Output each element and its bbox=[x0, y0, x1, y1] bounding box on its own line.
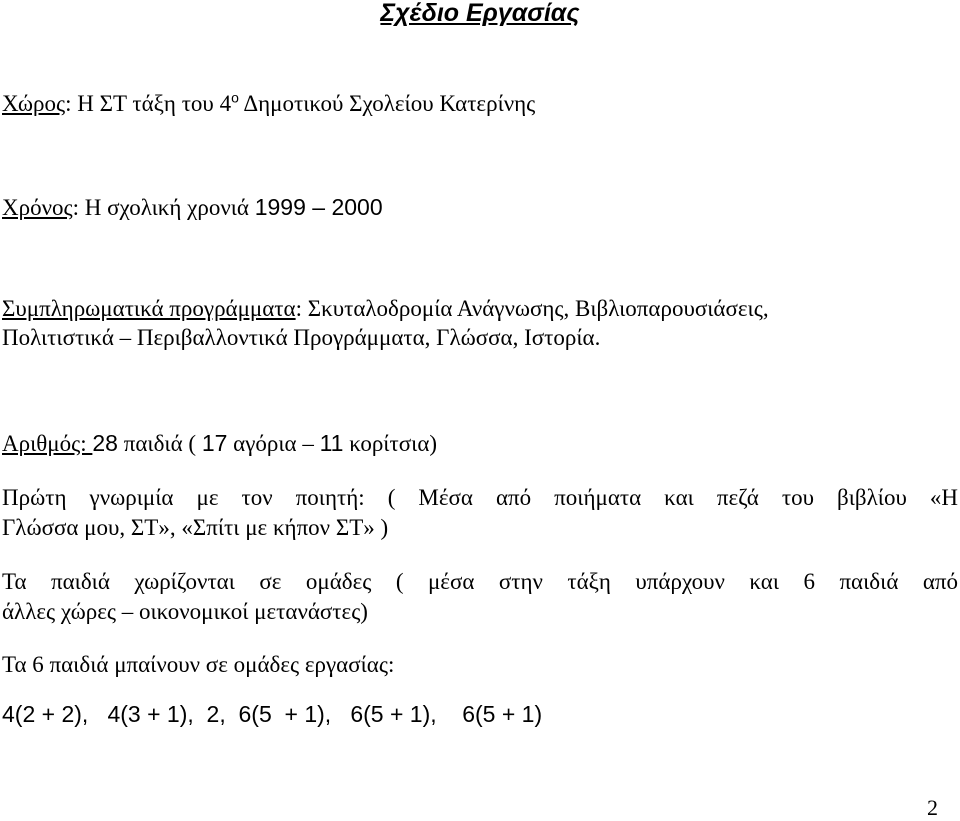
boys-count: 17 bbox=[201, 430, 228, 456]
place-line bbox=[2, 89, 536, 116]
work-groups-line: Τα 6 παιδιά μπαίνουν σε ομάδες εργασίας: bbox=[2, 652, 395, 677]
count-text-2: αγόρια – bbox=[227, 431, 320, 456]
count-line bbox=[2, 432, 437, 455]
ordinal-superscript: ο bbox=[231, 89, 239, 106]
programs-text: : Σκυταλοδρομία Ανάγνωσης, Βιβλιοπαρουσιάσεις, bbox=[295, 296, 769, 321]
place-school: Δημοτικού Σχολείου Κατερίνης bbox=[238, 91, 536, 116]
page-number: 2 bbox=[927, 795, 938, 820]
group-formula: 4(2 + 2), 4(3 + 1), 2, 6(5 + 1), 6(5 + 1), 6(5 + 1) bbox=[2, 701, 543, 727]
place-label: Χώρος bbox=[2, 91, 66, 116]
time-line bbox=[2, 196, 383, 219]
count-text-1: παιδιά ( bbox=[117, 431, 202, 456]
programs-line-2: Πολιτιστικά – Περιβαλλοντικά Προγράμματα, Γλώσσα, Ιστορία. bbox=[2, 325, 601, 350]
first-meeting-line-2: Γλώσσα μου, ΣΤ», «Σπίτι με κήπον ΣΤ» ) bbox=[2, 515, 389, 540]
place-text: : Η ΣΤ τάξη του 4 bbox=[65, 91, 232, 116]
girls-count: 11 bbox=[319, 430, 344, 456]
total-children: 28 bbox=[92, 430, 118, 456]
first-meeting-line-1: Πρώτη γνωριμία με τον ποιητή: ( Μέσα από ποιήματα και πεζά του βιβλίου «Η bbox=[2, 485, 958, 510]
page-title: Σχέδιο Εργασίας bbox=[380, 0, 580, 27]
programs-label: Συμπληρωματικά προγράμματα bbox=[2, 296, 296, 321]
time-label: Χρόνος bbox=[2, 195, 73, 220]
count-label: Αριθμός: bbox=[2, 431, 93, 456]
groups-line-1: Τα παιδιά χωρίζονται σε ομάδες ( μέσα στην τάξη υπάρχουν και 6 παιδιά από bbox=[2, 569, 958, 594]
count-text-3: κορίτσια) bbox=[343, 431, 438, 456]
programs-line-1 bbox=[2, 297, 769, 320]
groups-line-2: άλλες χώρες – οικονομικοί μετανάστες) bbox=[2, 599, 368, 624]
time-text: : Η σχολική χρονιά bbox=[72, 195, 255, 220]
school-years: 1999 – 2000 bbox=[254, 194, 383, 220]
